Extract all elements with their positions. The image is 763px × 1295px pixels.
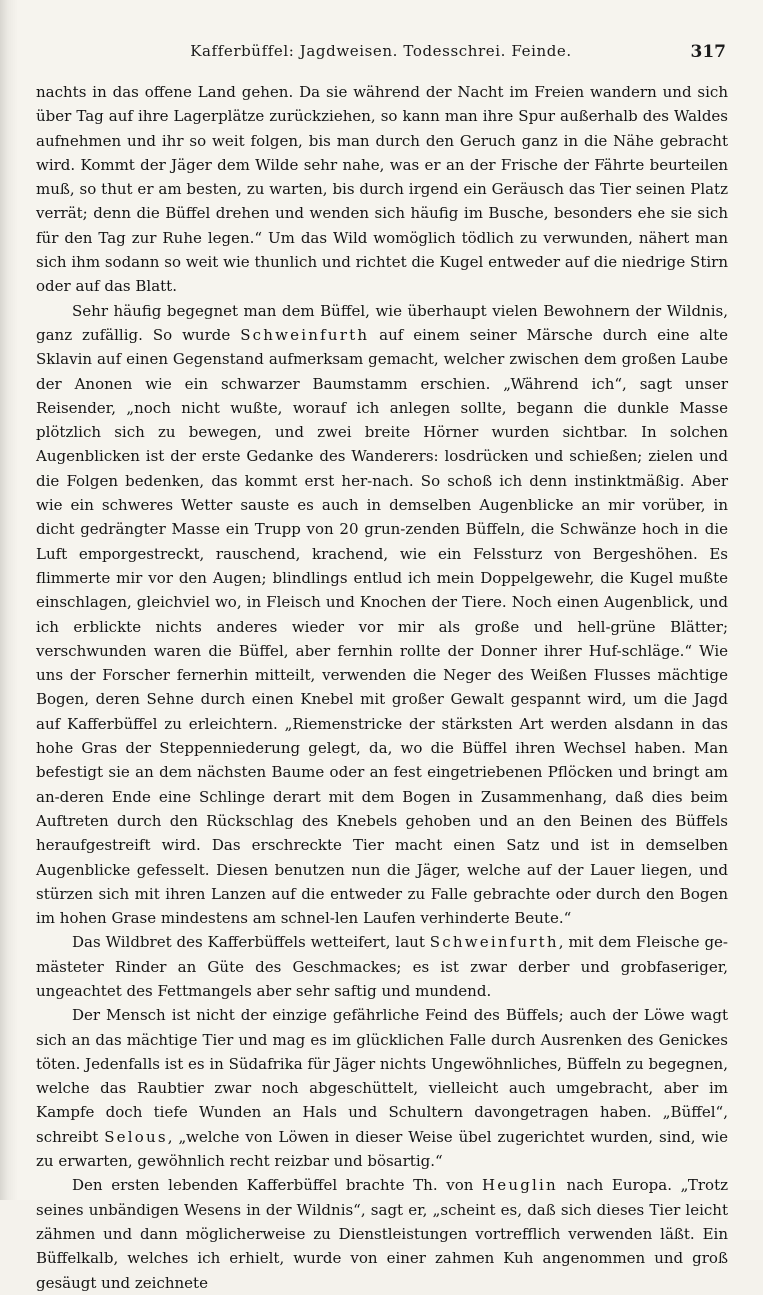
spaced-name: Selous [104, 1127, 168, 1146]
spaced-name: Heuglin [482, 1176, 558, 1195]
text-run: nach Europa. „Trotz seines unbändigen Wesens in der Wildnis“, sagt er, „scheint es, daß sich dieses Tier leicht zähmen und dann möglicherweise zu Dienstleistungen vortrefflich verwenden läßt. Ein Büffelkalb, welches ich erhielt, wurde von einer zahmen Kuh angenommen und groß gesäugt und zeichnete [36, 1176, 728, 1292]
page-number: 317 [690, 42, 726, 62]
text-run: , mit dem Fleische ge-mästeter Rinder an Güte des Geschmackes; es ist zwar derber und grobfaseriger, ungeachtet des Fettmangels aber sehr saftig und mundend. [36, 933, 729, 1000]
text-run: Sehr häufig begegnet man dem Büffel, wie überhaupt vielen Bewohnern der Wildnis, ganz zufällig. So wurde [36, 301, 728, 344]
paragraph [36, 1173, 728, 1294]
paragraph [36, 930, 728, 1003]
text-run: auf einem seiner Märsche durch eine alte Sklavin auf einen Gegenstand aufmerksam gemacht, welcher zwischen dem großen Laube der Anonen wie ein schwarzer Baumstamm erschien. „Während ich“, sagt unser Reisender, „noch nicht wußte, worauf ich anlegen sollte, begann die dunkle Masse plötzlich sich zu bewegen, und zwei breite Hörner wurden sichtbar. In solchen Augenblicken ist der erste Gedanke des Wanderers: losdrücken und schießen; zielen und die Folgen bedenken, das kommt erst her-nach. So schoß ich denn instinktmäßig. Aber wie ein schweres Wetter sauste es auch in demselben Augenblicke an mir vorüber, in dicht gedrängter Masse ein Trupp von 20 grun-zenden Büffeln, die Schwänze hoch in die Luft emporgestreckt, rauschend, krachend, wie ein Felssturz von Bergeshöhen. Es flimmerte mir vor den Augen; blindlings entlud ich mein Doppelgewehr, die Kugel mußte einschlagen, gleichviel wo, in Fleisch und Knochen der Tiere. Noch einen Augenblick, und ich erblickte nichts anderes wieder vor mir als große und hell-grüne Blätter; verschwunden waren die Büffel, aber fernhin rollte der Donner ihrer Huf-schläge.“ Wie uns der Forscher fernerhin mitteilt, verwenden die Neger des Weißen Flusses mächtige Bogen, deren Sehne durch einen Knebel mit großer Gewalt gespannt wird, um die Jagd auf Kafferbüffel zu erleichtern. „Riemenstricke der stärksten Art werden alsdann in das hohe Gras der Steppenniederung gelegt, da, wo die Büffel ihren Wechsel haben. Man befestigt sie an dem nächsten Baume oder an fest eingetriebenen Pflöcken und bringt am an-deren Ende eine Schlinge derart mit dem Bogen in Zusammenhang, daß dies beim Auftreten durch den Rückschlag des Knebels gehoben und an den Beinen des Büffels heraufgestreift wird. Das erschreckte Tier macht einen Satz und ist in demselben Augenblicke gefesselt. Diesen benutzen nun die Jäger, welche auf der Lauer liegen, und stürzen sich mit ihren Lanzen auf die entweder zu Falle gebrachte oder durch den Bogen im hohen Grase mindestens am schnel-len Laufen verhinderte Beute.“ [36, 325, 728, 928]
text-run: Den ersten lebenden Kafferbüffel brachte Th. von [72, 1176, 483, 1195]
text-run: , „welche von Löwen in dieser Weise übel zugerichtet wurden, sind, wie zu erwarten, gewöhnlich recht reizbar und bösartig.“ [36, 1127, 728, 1171]
spaced-name: Schweinfurth [429, 933, 559, 952]
paragraph [36, 80, 728, 299]
body-text [36, 80, 728, 1295]
text-run: Das Wildbret des Kafferbüffels wetteifert, laut [72, 933, 430, 952]
spaced-name: Schweinfurth [240, 325, 370, 344]
page-header [36, 42, 726, 68]
text-run: nachts in das offene Land gehen. Da sie während der Nacht im Freien wandern und sich über Tag auf ihre Lagerplätze zurückziehen, so kann man ihre Spur außerhalb des Waldes aufnehmen und ihr so weit folgen, bis man durch den Geruch ganz in die Nähe gebracht wird. Kommt der Jäger dem Wilde sehr nahe, was er an der Frische der Fährte beurteilen muß, so thut er am besten, zu warten, bis durch irgend ein Geräusch das Tier seinen Platz verrät; denn die Büffel drehen und wenden sich häufig im Busche, besonders ehe sie sich für den Tag zur Ruhe legen.“ Um das Wild womöglich tödlich zu verwunden, nähert man sich ihm sodann so weit wie thunlich und richtet die Kugel entweder auf die niedrige Stirn oder auf das Blatt. [36, 83, 728, 296]
paragraph [36, 299, 728, 931]
text-run: Der Mensch ist nicht der einzige gefährliche Feind des Büffels; auch der Löwe wagt sich an das mächtige Tier und mag es im glücklichen Falle durch Ausrenken des Genickes töten. Jedenfalls ist es in Südafrika für Jäger nichts Ungewöhnliches, Büffeln zu begegnen, welche das Raubtier zwar noch abgeschüttelt, vielleicht auch umgebracht, aber im Kampfe doch tiefe Wunden an Hals und Schultern davongetragen haben. „Büffel“, schreibt [36, 1006, 728, 1146]
running-head: Kafferbüffel: Jagdweisen. Todesschrei. Feinde. [190, 42, 572, 60]
paragraph [36, 1003, 728, 1173]
